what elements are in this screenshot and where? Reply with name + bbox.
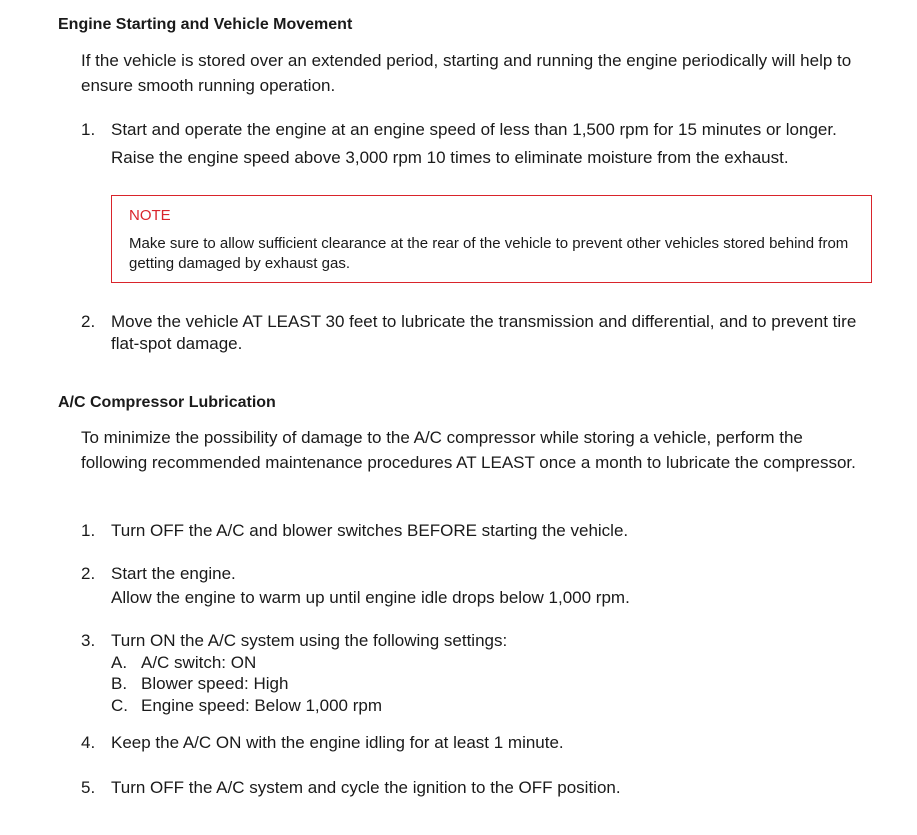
list-item-text: Keep the A/C ON with the engine idling for at least 1 minute.: [111, 733, 564, 752]
sublist-item-text: Engine speed: Below 1,000 rpm: [141, 695, 382, 715]
list-item-number: 5.: [81, 778, 96, 797]
list-item-text: Turn ON the A/C system using the following settings:: [111, 631, 508, 650]
note-title: NOTE: [129, 207, 171, 224]
list-item-text: Move the vehicle AT LEAST 30 feet to lubricate the transmission and differential, and to prevent tire flat-spot damage.: [111, 312, 857, 353]
list-item-text: Start the engine.: [111, 564, 236, 583]
settings-sublist: [111, 652, 861, 717]
list-item: [81, 563, 861, 608]
list-item-text: Turn OFF the A/C system and cycle the ignition to the OFF position.: [111, 778, 621, 797]
note-text: Make sure to allow sufficient clearance at the rear of the vehicle to prevent other vehicles stored behind from getting damaged by exhaust gas.: [129, 235, 849, 272]
list-item: [81, 311, 861, 354]
list-item-extra-text: Raise the engine speed above 3,000 rpm 10 times to eliminate moisture from the exhaust.: [111, 147, 789, 167]
list-item-text: Turn OFF the A/C and blower switches BEFORE starting the vehicle.: [111, 521, 629, 540]
sublist-item-letter: A.: [111, 652, 128, 672]
note-box: [111, 195, 872, 283]
list-item-number: 4.: [81, 733, 96, 752]
list-item-number: 2.: [81, 312, 96, 331]
list-item-number: 1.: [81, 521, 96, 540]
list-item-text: Start and operate the engine at an engine speed of less than 1,500 rpm for 15 minutes or longer.: [111, 120, 837, 139]
list-item: [81, 520, 861, 542]
sublist-item-letter: C.: [111, 695, 128, 715]
list-item-number: 2.: [81, 564, 96, 583]
list-item-number: 1.: [81, 120, 96, 139]
list-item: [81, 777, 861, 799]
list-item-number: 3.: [81, 631, 96, 650]
list-item: [81, 630, 861, 716]
sublist-item-text: Blower speed: High: [141, 674, 289, 693]
section-heading-ac-compressor: A/C Compressor Lubrication: [58, 394, 276, 411]
section-intro-ac-compressor: To minimize the possibility of damage to the A/C compressor while storing a vehicle, perform the following recommended maintenance procedures AT LEAST once a month to lubricate the compressor.: [81, 428, 856, 472]
list-item: [81, 119, 861, 168]
sublist-item-letter: B.: [111, 674, 128, 693]
list-item: [81, 732, 861, 754]
sublist-item: [111, 695, 861, 717]
section-intro-engine-starting: If the vehicle is stored over an extended period, starting and running the engine periodically will help to ensure smooth running operation.: [81, 51, 852, 95]
list-item-extra-text: Allow the engine to warm up until engine idle drops below 1,000 rpm.: [111, 587, 630, 607]
sublist-item: [111, 652, 861, 674]
section-heading-engine-starting: Engine Starting and Vehicle Movement: [58, 16, 353, 33]
sublist-item: [111, 673, 861, 695]
sublist-item-text: A/C switch: ON: [141, 652, 257, 672]
